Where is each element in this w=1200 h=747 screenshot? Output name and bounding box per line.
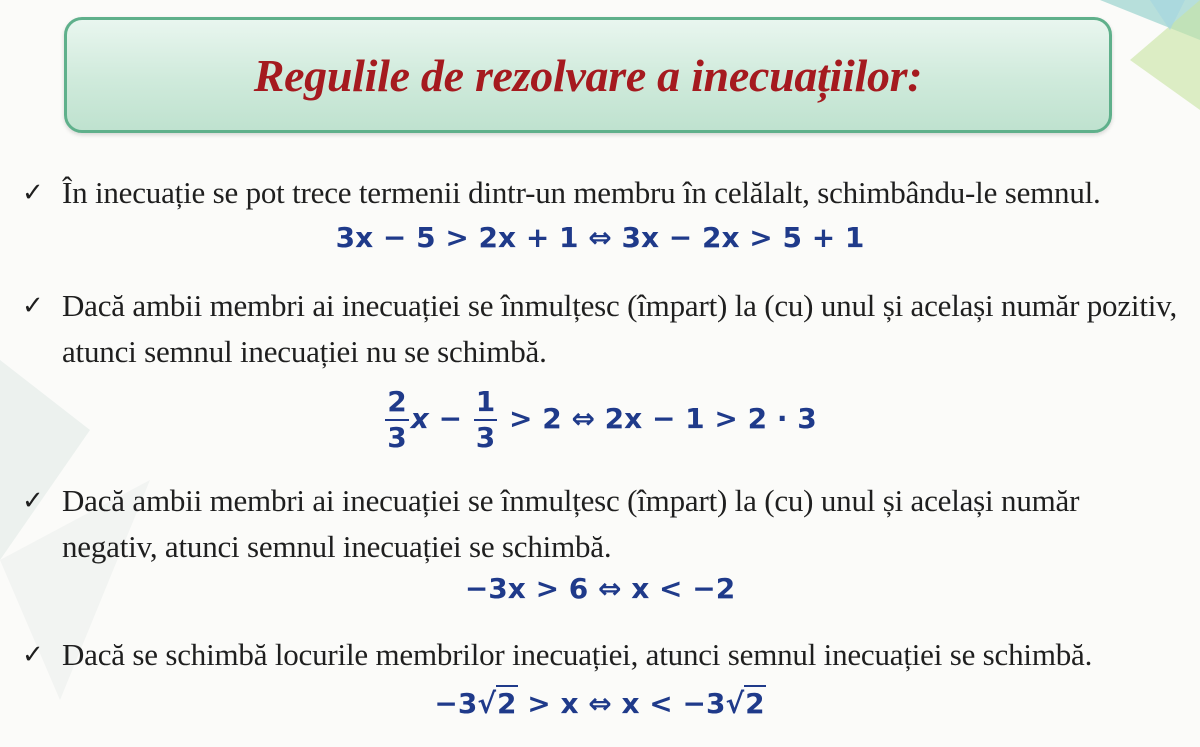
- rule-1-text: În inecuație se pot trece termenii dintr-un membru în celălalt, schimbându-le semnul.: [62, 175, 1101, 210]
- fraction-numerator: 2: [385, 388, 408, 421]
- rule-2-formula: [0, 382, 1200, 456]
- page-title: Regulile de rezolvare a inecuațiilor:: [253, 49, 923, 101]
- square-root: [725, 679, 765, 729]
- title-banner: [64, 17, 1112, 133]
- formula-rest: > 2 ⇔ 2x − 1 > 2 · 3: [499, 402, 817, 435]
- checkmark-icon: ✓: [22, 178, 44, 208]
- rule-3-formula: −3x > 6 ⇔ x < −2: [464, 572, 736, 605]
- fraction-denominator: 3: [387, 421, 407, 454]
- rule-1-formula: 3x − 5 > 2x + 1 ⇔ 3x − 2x > 5 + 1: [335, 221, 865, 254]
- fraction-one-third: [474, 385, 497, 454]
- rule-3: [22, 478, 1182, 570]
- rule-4-formula: [0, 679, 1200, 729]
- radicand: 2: [497, 687, 517, 720]
- checkmark-icon: ✓: [22, 486, 44, 516]
- fraction-denominator: 3: [475, 421, 496, 454]
- rule-2-text: Dacă ambii membri ai inecuației se înmulțesc (împart) la (cu) unul și același număr pozitiv, atunci semnul inecuației nu se schimbă.: [62, 288, 1177, 369]
- sqrt-symbol: √: [725, 687, 745, 720]
- fraction-two-thirds: [385, 385, 408, 454]
- variable-x: x: [410, 402, 429, 435]
- rule-4-text: Dacă se schimbă locurile membrilor inecuației, atunci semnul inecuației se schimbă.: [62, 637, 1093, 672]
- rule-1: [22, 170, 1182, 216]
- formula-middle: > x ⇔ x < −3: [517, 687, 726, 720]
- rule-2: [22, 283, 1182, 375]
- sqrt-symbol: √: [477, 687, 497, 720]
- rule-3-text: Dacă ambii membri ai inecuației se înmulțesc (împart) la (cu) unul și același număr negativ, atunci semnul inecuației se schimbă.: [62, 483, 1080, 564]
- checkmark-icon: ✓: [22, 291, 44, 321]
- checkmark-icon: ✓: [22, 640, 44, 670]
- rule-4: [22, 632, 1182, 678]
- minus-sign: −: [428, 402, 472, 435]
- formula-coefficient: −3: [434, 687, 478, 720]
- radicand: 2: [745, 687, 765, 720]
- square-root: [477, 679, 517, 729]
- fraction-numerator: 1: [474, 388, 497, 421]
